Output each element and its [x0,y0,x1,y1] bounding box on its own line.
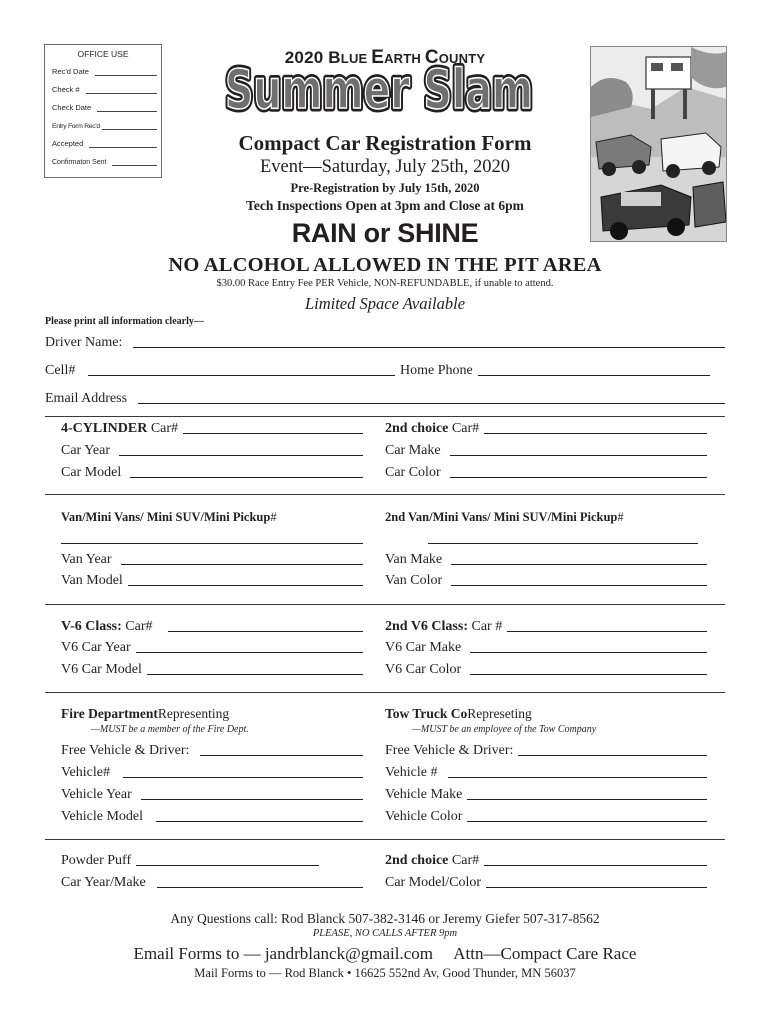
fire-vehicle-year-field[interactable]: Vehicle Year [61,787,363,803]
car-model-color-line[interactable] [486,877,707,888]
powder-puff-line[interactable] [136,855,319,866]
divider [45,604,725,605]
mail-forms-line: Mail Forms to — Rod Blanck • 16625 552nd Av, Good Thunder, MN 56037 [194,966,576,980]
email-line[interactable] [138,393,725,404]
tow-vehicle-number-line[interactable] [448,767,707,778]
tech-inspection-times: Tech Inspections Open at 3pm and Close at 6pm [246,198,524,213]
v6-car-year-line[interactable] [136,642,363,653]
office-line[interactable] [102,121,157,130]
preregistration-deadline: Pre-Registration by July 15th, 2020 [290,181,480,195]
car-make-field[interactable]: Car Make [385,443,707,459]
county-title: 2020 BLUE EARTH COUNTY [284,47,486,68]
race-photo [590,46,727,242]
office-row-accepted: Accepted [52,139,157,148]
print-clearly-note: Please print all information clearly— [45,316,204,327]
fire-vehicle-year-line[interactable] [141,789,363,800]
tow-vehicle-number-field[interactable]: Vehicle # [385,765,707,781]
second-choice-car-number-field[interactable]: 2nd choice Car# [385,421,707,437]
questions-contact: Any Questions call: Rod Blanck 507-382-3146 or Jeremy Giefer 507-317-8562 [170,911,600,926]
fire-vehicle-model-field[interactable]: Vehicle Model [61,809,363,825]
tow-free-vehicle-field[interactable]: Free Vehicle & Driver: [385,743,707,759]
divider [45,839,725,840]
office-line[interactable] [112,157,157,166]
car-color-line[interactable] [450,467,707,478]
second-v6-car-number-field[interactable]: 2nd V6 Class: Car # [385,619,707,635]
tow-vehicle-color-field[interactable]: Vehicle Color [385,809,707,825]
car-make-line[interactable] [450,445,707,456]
cell-field[interactable]: Cell# [45,363,395,379]
office-row-confirmation: Confirmaton Sent [52,157,157,166]
van-title: Van/Mini Vans/ Mini SUV/Mini Pickup # [61,510,277,524]
van-model-field[interactable]: Van Model [61,573,363,589]
v6-car-color-field[interactable]: V6 Car Color [385,662,707,678]
divider [45,692,725,693]
form-title: Compact Car Registration Form [238,131,532,155]
v6-car-number-field[interactable]: V-6 Class: Car# [61,619,363,635]
email-address-field[interactable]: Email Address [45,391,725,407]
cell-line[interactable] [88,365,395,376]
office-line[interactable] [86,85,157,94]
tow-truck-note: —MUST be an employee of the Tow Company [412,724,597,735]
home-phone-line[interactable] [478,365,710,376]
fire-vehicle-model-line[interactable] [156,811,363,822]
car-model-color-field[interactable]: Car Model/Color [385,875,707,891]
fire-department-heading: Fire Department Representing [61,706,230,721]
car-year-field[interactable]: Car Year [61,443,363,459]
fire-free-vehicle-line[interactable] [200,745,363,756]
office-line[interactable] [89,139,157,148]
office-line[interactable] [97,103,157,112]
car-color-field[interactable]: Car Color [385,465,707,481]
van-model-line[interactable] [128,575,363,586]
no-calls-notice: PLEASE, NO CALLS AFTER 9pm [312,928,458,939]
second-v6-car-line[interactable] [507,621,707,632]
four-cylinder-car-number-field[interactable]: 4-CYLINDER Car# [61,421,363,437]
tow-truck-heading: Tow Truck Co Represeting [385,706,532,721]
tow-vehicle-color-line[interactable] [467,811,707,822]
second-van-title: 2nd Van/Mini Vans/ Mini SUV/Mini Pickup # [385,510,624,524]
v6-car-year-field[interactable]: V6 Car Year [61,640,363,656]
summer-slam-logo [220,58,538,116]
office-row-entry-form: Entry Form Rec'd [52,121,157,130]
second-van-number-line[interactable] [428,543,698,544]
v6-car-make-line[interactable] [470,642,707,653]
home-phone-field[interactable]: Home Phone [400,363,710,379]
car-year-line[interactable] [119,445,363,456]
tow-vehicle-make-line[interactable] [467,789,707,800]
entry-fee-notice: $30.00 Race Entry Fee PER Vehicle, NON-REFUNDABLE, if unable to attend. [216,278,554,289]
race-cars-image [591,47,726,241]
email-forms-line: Email Forms to — jandrblanck@gmail.com Attn—Compact Care Race [133,944,637,963]
office-row-check-date: Check Date [52,103,157,112]
powder-second-choice-field[interactable]: 2nd choice Car# [385,853,707,869]
van-make-line[interactable] [451,554,707,565]
car-year-make-line[interactable] [157,877,363,888]
van-year-line[interactable] [121,554,363,565]
tow-vehicle-make-field[interactable]: Vehicle Make [385,787,707,803]
car-year-make-field[interactable]: Car Year/Make [61,875,363,891]
limited-space-notice: Limited Space Available [304,294,466,313]
v6-car-make-field[interactable]: V6 Car Make [385,640,707,656]
divider [45,494,725,495]
van-make-field[interactable]: Van Make [385,552,707,568]
svg-text:Summer Slam: Summer Slam [225,58,533,116]
svg-text:Summer Slam: Summer Slam [225,58,533,116]
divider [45,416,725,417]
van-color-field[interactable]: Van Color [385,573,707,589]
car-model-line[interactable] [130,467,363,478]
van-year-field[interactable]: Van Year [61,552,363,568]
second-choice-car-line[interactable] [484,423,707,434]
v6-car-model-line[interactable] [147,664,363,675]
rain-or-shine: RAIN or SHINE [291,218,479,248]
van-color-line[interactable] [451,575,707,586]
four-cyl-car-line[interactable] [183,423,363,434]
tow-free-vehicle-line[interactable] [518,745,707,756]
office-row-recd-date: Rec'd Date [52,67,157,76]
powder-second-choice-line[interactable] [484,855,707,866]
fire-vehicle-number-line[interactable] [123,767,363,778]
v6-car-color-line[interactable] [470,664,707,675]
event-date: Event—Saturday, July 25th, 2020 [259,157,511,177]
driver-name-line[interactable] [133,337,725,348]
fire-vehicle-number-field[interactable]: Vehicle# [61,765,363,781]
driver-name-field[interactable]: Driver Name: [45,335,725,351]
v6-car-model-field[interactable]: V6 Car Model [61,662,363,678]
fire-department-note: —MUST be a member of the Fire Dept. [91,724,249,735]
no-alcohol-notice: NO ALCOHOL ALLOWED IN THE PIT AREA [168,254,602,276]
car-model-field[interactable]: Car Model [61,465,363,481]
office-line[interactable] [95,67,157,76]
office-use-box [44,44,162,178]
v6-car-line[interactable] [168,621,363,632]
office-use-title: OFFICE USE [77,49,129,59]
powder-puff-field[interactable]: Powder Puff [61,853,319,869]
office-row-check-number: Check # [52,85,157,94]
fire-free-vehicle-field[interactable]: Free Vehicle & Driver: [61,743,363,759]
van-number-line[interactable] [61,543,363,544]
